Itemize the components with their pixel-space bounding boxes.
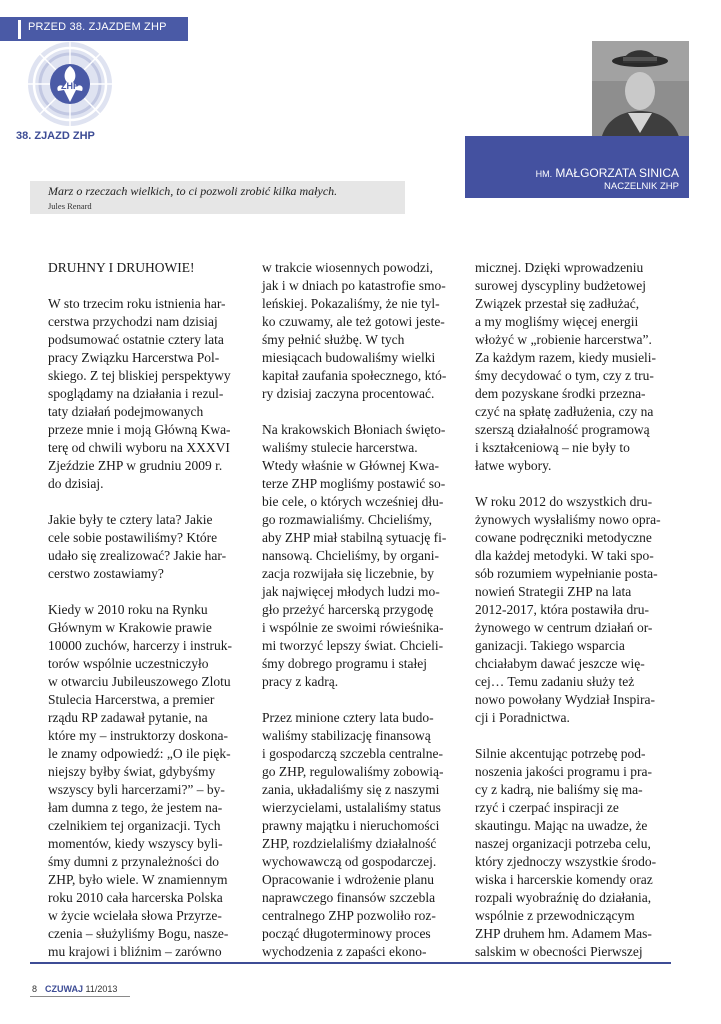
- text-line: ZHP druhem hm. Adamem Mas-: [475, 926, 652, 941]
- text-line: chciałabym dawać jeszcze wię-: [475, 656, 645, 671]
- text-line: i gospodarczą szczebla centralne-: [262, 746, 444, 761]
- text-line: cerstwo zostawiamy?: [48, 566, 164, 581]
- text-line: waliśmy stulecie harcerstwa.: [262, 440, 418, 455]
- author-name: MAŁGORZATA SINICA: [555, 166, 679, 180]
- text-line: naszej organizacji potrzeba celu,: [475, 836, 651, 851]
- article-paragraph: [475, 745, 667, 961]
- text-line: cerstwa przychodzi nam dzisiaj: [48, 314, 218, 329]
- text-line: spoglądamy na działania i rezul-: [48, 386, 224, 401]
- text-line: wspólnie z przewodniczącym: [475, 908, 635, 923]
- text-line: zania, układaliśmy się z naszymi: [262, 782, 440, 797]
- text-line: żynowych wysłaliśmy nowo opra-: [475, 512, 661, 527]
- article-column-1: [48, 259, 240, 979]
- text-line: momentów, kiedy wszyscy byli-: [48, 836, 223, 851]
- text-line: do dzisiaj.: [48, 476, 104, 491]
- text-line: dem pozyskane środki przezna-: [475, 386, 646, 401]
- text-line: wychodzenia z zapaści ekono-: [262, 944, 427, 959]
- text-line: 10000 zuchów, harcerzy i instruk-: [48, 638, 232, 653]
- article-paragraph: [48, 259, 240, 277]
- header-band-title: PRZED 38. ZJAZDEM ZHP: [28, 21, 167, 33]
- text-line: noszenia jakości programu i pra-: [475, 764, 652, 779]
- text-line: W sto trzecim roku istnienia har-: [48, 296, 226, 311]
- footer-rule: [30, 962, 671, 964]
- text-line: waliśmy stabilizację finansową: [262, 728, 431, 743]
- text-line: gło przeżyć harcerską przygodę: [262, 602, 434, 617]
- text-line: który zjednoczy wszystkie środo-: [475, 854, 657, 869]
- magazine-title: CZUWAJ: [45, 984, 84, 994]
- article-paragraph: [48, 601, 240, 961]
- text-line: zacja rozwijała się liczebnie, by: [262, 566, 435, 581]
- text-line: surowej dyscypliny budżetowej: [475, 278, 646, 293]
- author-name-line: [536, 166, 679, 180]
- article-paragraph: [262, 709, 454, 961]
- article-paragraph: [262, 421, 454, 691]
- footer-underline: [30, 996, 130, 997]
- text-line: rządu RP zadawał pytanie, na: [48, 710, 208, 725]
- text-line: podsumować ostatnie cztery lata: [48, 332, 224, 347]
- text-line: łatwe wybory.: [475, 458, 552, 473]
- text-line: wszyscy byli harcerzami?” – by-: [48, 782, 225, 797]
- text-line: czyć na spłatę zadłużenia, czy na: [475, 404, 654, 419]
- text-line: cji i Poradnictwa.: [475, 710, 570, 725]
- zhp-emblem-logo: [14, 40, 126, 128]
- text-line: Stulecia Harcerstwa, a premier: [48, 692, 215, 707]
- text-line: bie cele, o których wcześniej dłu-: [262, 494, 444, 509]
- text-line: ZHP, rozdzielaliśmy działalność: [262, 836, 437, 851]
- text-line: Wtedy właśnie w Głównej Kwa-: [262, 458, 439, 473]
- text-line: mu krajowi i bliźnim – zarówno: [48, 944, 222, 959]
- text-line: wychowawczą od gospodarczej.: [262, 854, 437, 869]
- page-footer: [32, 984, 117, 994]
- article-paragraph: [475, 259, 667, 475]
- text-line: cy z kadrą, nie baliśmy się ma-: [475, 782, 643, 797]
- text-line: aby ZHP miał stabilną sytuację fi-: [262, 530, 447, 545]
- article-paragraph: [48, 295, 240, 493]
- text-line: w otwarciu Jubileuszowego Zlotu: [48, 674, 231, 689]
- text-line: śmy pełnić służbę. W tych: [262, 332, 405, 347]
- author-prefix: HM.: [535, 169, 553, 179]
- page-number: 8: [32, 984, 38, 994]
- author-block: [465, 136, 689, 198]
- text-line: prawny majątku i nieruchomości: [262, 818, 440, 833]
- emblem-letters: ZHP: [61, 81, 79, 91]
- text-line: go ZHP, regulowaliśmy zobowią-: [262, 764, 444, 779]
- text-line: leńskiej. Pokazaliśmy, że nie tyl-: [262, 296, 440, 311]
- text-line: le znamy odpowiedź: „O ile pięk-: [48, 746, 231, 761]
- text-line: cej… Temu zadaniu służy też: [475, 674, 635, 689]
- text-line: nowień Strategii ZHP na lata: [475, 584, 632, 599]
- text-line: udało się zrealizować? Jakie har-: [48, 548, 227, 563]
- quote-author: Jules Renard: [48, 201, 92, 211]
- text-line: Jakie były te cztery lata? Jakie: [48, 512, 213, 527]
- text-line: przeze mnie i moją Główną Kwa-: [48, 422, 231, 437]
- text-line: dla każdej metodyki. W taki spo-: [475, 548, 654, 563]
- text-line: i wspólnie ze swoimi rówieśnika-: [262, 620, 444, 635]
- text-line: mi tworzyć lepszy świat. Chcieli-: [262, 638, 444, 653]
- article-column-3: [475, 259, 667, 979]
- text-line: centralnego ZHP pozwoliło roz-: [262, 908, 436, 923]
- text-line: wiska i harcerskie komendy oraz: [475, 872, 653, 887]
- text-line: rzyć i czerpać inspiracji ze: [475, 800, 619, 815]
- text-line: go rozmawialiśmy. Chcieliśmy,: [262, 512, 432, 527]
- text-line: cele sobie postawiliśmy? Które: [48, 530, 218, 545]
- text-line: Głównym w Krakowie prawie: [48, 620, 212, 635]
- text-line: szerszą działalność programową: [475, 422, 650, 437]
- text-line: niejszy byłby świat, gdybyśmy: [48, 764, 216, 779]
- text-line: salskim w obecności Pierwszej: [475, 944, 643, 959]
- text-line: które my – instruktorzy doskona-: [48, 728, 228, 743]
- text-line: żynowego w centrum działań or-: [475, 620, 653, 635]
- text-line: roku 2010 cała harcerska Polska: [48, 890, 223, 905]
- author-photo: [592, 41, 689, 144]
- issue-number: 11/2013: [85, 984, 118, 994]
- text-line: naprawczego finansów szczebla: [262, 890, 436, 905]
- text-line: W roku 2012 do wszystkich dru-: [475, 494, 653, 509]
- text-line: ry dzisiaj zaczyna procentować.: [262, 386, 435, 401]
- text-line: czelnikiem tej organizacji. Tych: [48, 818, 221, 833]
- article-column-2: [262, 259, 454, 979]
- text-line: DRUHNY I DRUHOWIE!: [48, 260, 195, 275]
- text-line: terę od chwili wyboru na XXXVI: [48, 440, 230, 455]
- text-line: w życie wcielała słowa Przyrze-: [48, 908, 222, 923]
- text-line: czenia – służyliśmy Bogu, nasze-: [48, 926, 229, 941]
- text-line: Na krakowskich Błoniach święto-: [262, 422, 446, 437]
- text-line: terze ZHP mogliśmy postawić so-: [262, 476, 446, 491]
- text-line: nansową. Chcieliśmy, by organi-: [262, 548, 439, 563]
- text-line: począć długoterminowy proces: [262, 926, 431, 941]
- text-line: cowane podręczniki metodyczne: [475, 530, 652, 545]
- article-paragraph: [48, 511, 240, 583]
- text-line: ko czuwamy, ale też gotowi jeste-: [262, 314, 445, 329]
- quote-text: Marz o rzeczach wielkich, to ci pozwoli zrobić kilka małych.: [48, 184, 338, 198]
- emblem-caption: 38. ZJAZD ZHP: [16, 130, 95, 142]
- text-line: 2012-2017, która postawiła dru-: [475, 602, 649, 617]
- text-line: nowo powołany Wydział Inspira-: [475, 692, 656, 707]
- quote-box: [30, 181, 405, 214]
- text-line: jak i w dniach po katastrofie smo-: [262, 278, 446, 293]
- header-band-divider: [18, 20, 21, 39]
- text-line: torów wspólnie uczestniczyło: [48, 656, 209, 671]
- article-paragraph: [262, 259, 454, 403]
- text-line: Kiedy w 2010 roku na Rynku: [48, 602, 208, 617]
- text-line: Związek przestał się zadłużać,: [475, 296, 640, 311]
- article-paragraph: [475, 493, 667, 727]
- text-line: w trakcie wiosennych powodzi,: [262, 260, 433, 275]
- text-line: taty działań podejmowanych: [48, 404, 204, 419]
- text-line: Opracowanie i wdrożenie planu: [262, 872, 435, 887]
- text-line: pracy Związku Harcerstwa Pol-: [48, 350, 220, 365]
- text-line: i kształceniową – nie były to: [475, 440, 630, 455]
- text-line: rozpali wyobraźnię do działania,: [475, 890, 652, 905]
- text-line: jak najwięcej młodych ludzi mo-: [262, 584, 440, 599]
- text-line: kapitał zaufania społecznego, któ-: [262, 368, 447, 383]
- text-line: Silnie akcentując potrzebę pod-: [475, 746, 646, 761]
- text-line: micznej. Dzięki wprowadzeniu: [475, 260, 644, 275]
- text-line: skautingu. Mając na uwadze, że: [475, 818, 648, 833]
- text-line: włożyć w „robienie harcerstwa”.: [475, 332, 652, 347]
- text-line: łam dumna z tego, że jestem na-: [48, 800, 223, 815]
- text-line: miesiącach budowaliśmy wielki: [262, 350, 436, 365]
- text-line: śmy dobrego programu i stałej: [262, 656, 427, 671]
- text-line: skiego. Z tej bliskiej perspektywy: [48, 368, 231, 383]
- text-line: wierzycielami, ustalaliśmy status: [262, 800, 441, 815]
- text-line: Za każdym razem, kiedy musieli-: [475, 350, 657, 365]
- text-line: sób rozumiem wypełnianie posta-: [475, 566, 658, 581]
- text-line: Zjeździe ZHP w grudniu 2009 r.: [48, 458, 223, 473]
- text-line: Przez minione cztery lata budo-: [262, 710, 434, 725]
- text-line: śmy decydować o tym, czy z tru-: [475, 368, 654, 383]
- text-line: pracy z kadrą.: [262, 674, 339, 689]
- text-line: ZHP, było wiele. W znamiennym: [48, 872, 228, 887]
- text-line: ganizacji. Takiego wsparcia: [475, 638, 625, 653]
- text-line: a my mogliśmy więcej energii: [475, 314, 639, 329]
- text-line: śmy dumni z przynależności do: [48, 854, 219, 869]
- author-role: NACZELNIK ZHP: [604, 181, 679, 192]
